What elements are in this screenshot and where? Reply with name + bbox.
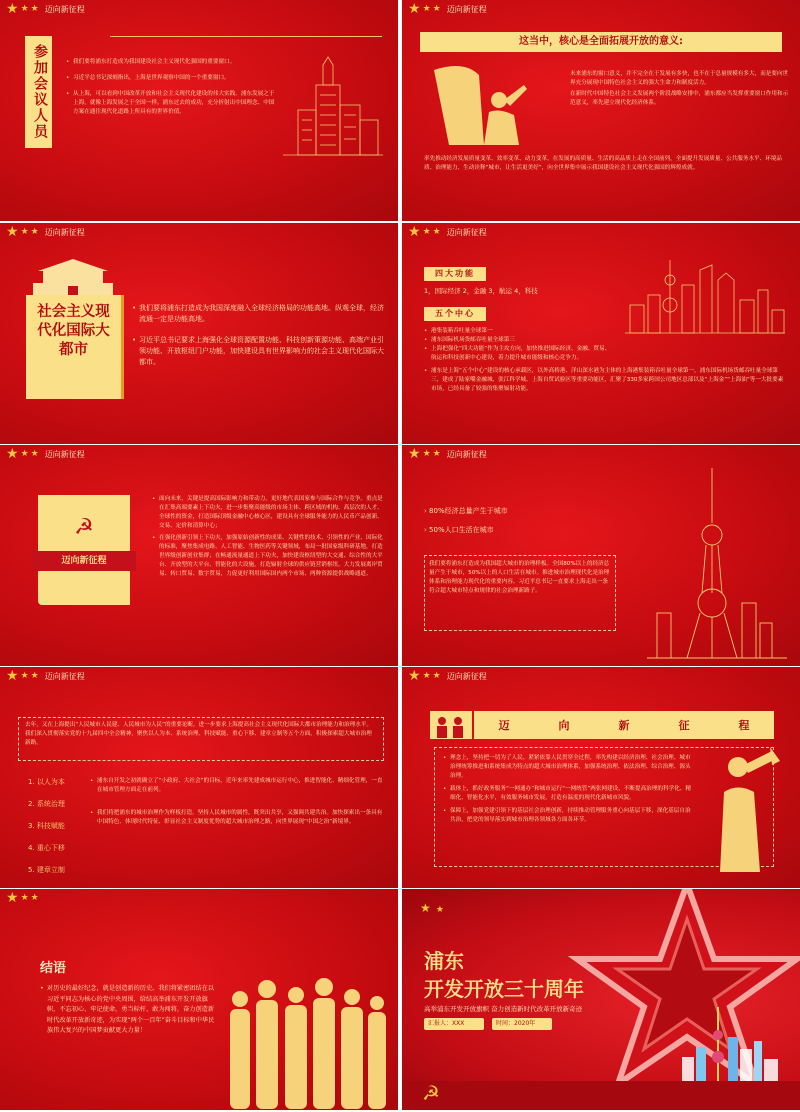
- star-icon: ★: [422, 448, 431, 459]
- functions-list: 1，国际经济 2，金融 3，航运 4，科技: [424, 287, 538, 295]
- star-icon: ★: [30, 892, 39, 903]
- star-icon: ★: [20, 892, 29, 903]
- slide-header: [6, 447, 85, 461]
- slide3-text: [132, 303, 384, 368]
- stat-item: [424, 507, 624, 516]
- banner-char: 迈: [498, 719, 510, 732]
- footer-band: [402, 1081, 800, 1110]
- attendees-title-text: 参加会议人员: [32, 44, 48, 140]
- star-icon: ★: [432, 448, 441, 459]
- flag-stars: [420, 897, 444, 916]
- paragraph: 在新时代中国特色社会主义发展两个阶段战略安排中，浦东都应当发挥重要窗口作用和示范意义，率先建立现代化经济体系。: [570, 91, 789, 106]
- slide-6[interactable]: [402, 445, 800, 666]
- slide-header: [6, 669, 85, 683]
- paragraph: 我们要将浦东打造成为我国超大城市的治理样板。全国80%以上的经济总量产生于城市，50%以上的人口生活在城市。推进城市治理现代化是治理体系和治理能力现代化的重要内容。习近平总书记一直要求上海走出一条符合超大城市特点和规律的社会治理新路子。: [429, 561, 610, 594]
- intro-box: [18, 717, 384, 761]
- main-title-1: 浦东: [424, 949, 464, 973]
- star-icon: ★: [6, 446, 19, 462]
- paragraph: • 习近平总书记要求上海强化全球资源配置功能、科技创新策源功能、高端产业引领功能、开放枢纽门户功能，加快建设具有世界影响力的社会主义现代化国际大都市。: [132, 335, 384, 368]
- slide-8[interactable]: [402, 667, 800, 888]
- banner-char: 征: [678, 719, 690, 732]
- paragraph: • 我们要将浦东打造成为我国建设社会主义现代化强国的重要窗口。: [66, 58, 278, 67]
- paragraph: • 从上海，可以看到中国改革开放和社会主义现代化建设的伟大实践。浦东发展之于上海，就像上海发展之于全国一样。浦东过去的成功，充分折射出中国理念、中国方案在通往现代化道路上所具有的世界价值。: [66, 90, 278, 117]
- header-label: 迈向新征程: [44, 227, 85, 237]
- new-journey-banner: [474, 711, 774, 739]
- star-icon: ★: [422, 3, 431, 14]
- list-item: 5. 建章立制: [28, 866, 65, 874]
- slide2-text-right: [570, 70, 792, 108]
- slide-4[interactable]: [402, 223, 800, 444]
- banner-char: 向: [558, 719, 570, 732]
- star-icon: ★: [408, 446, 421, 462]
- four-functions-tag: 四大功能: [424, 267, 486, 281]
- header-label: 迈向新征程: [44, 671, 85, 681]
- slide-1[interactable]: [0, 0, 398, 221]
- slide-header: [408, 669, 487, 683]
- bullet: • 浦东国际机场货邮吞吐量全球第三: [424, 336, 788, 345]
- building-illustration: [278, 55, 388, 165]
- new-journey-title: 迈向新征程: [61, 556, 107, 566]
- paragraph: • 对历史的最好纪念，就是创造新的历史。我们将紧密团结在以习近平同志为核心的党中央周围，给结高举浦东开发开放旗帜，不忘初心、牢记使命，勇当标杆、敢为闯将，奋力创造新时代改革开放新奇迹，为实现“两个一百年”奋斗目标和中华民族伟大复兴的中国梦贡献更大力量！: [40, 984, 216, 1037]
- star-icon: ★: [422, 226, 431, 237]
- paragraph: 未来浦东的窗口意义，并不完全在于发展有多快，也不在于总量规模有多大，而是要向世界充分展现中国特色社会主义的强大生命力和制度活力。: [570, 71, 789, 86]
- city-skyline-illustration: [680, 1007, 780, 1087]
- bullet: • 载体上，抓好政务服务“一网通办”和城市运行“一网统管”两张网建设，不断提高治理的科学化、精细化、智能化水平，有效服务城市发展，打造有温度的现代化新城市风貌。: [443, 785, 693, 803]
- slide-9[interactable]: [0, 889, 398, 1110]
- trumpeter-illustration: [700, 747, 780, 872]
- star-icon: ★: [30, 448, 39, 459]
- slide-header: [408, 225, 487, 239]
- header-label: 迈向新征程: [446, 227, 487, 237]
- governance-box: [424, 555, 616, 631]
- bullet: • 上海把强化“四大功能”作为主攻方向，加快推进国际经济、金融、贸易、航运和科技创新中心建设，着力提升城市能级和核心竞争力。: [424, 345, 614, 363]
- star-icon: ★: [30, 3, 39, 14]
- group-icon: [430, 711, 472, 739]
- slide-header: [6, 225, 85, 239]
- attendees-title: [25, 36, 52, 148]
- star-icon: ★: [20, 226, 29, 237]
- paragraph: • 我们将把浦东的城市治理作为样板打造，坚持人民城市的属性，既突出共享，又强调共建共治。加快探索出一条具有中国特色、体现时代特征、彰显社会主义制度优势的超大城市治理之路，向世界展现“中国之治”新境界。: [90, 809, 384, 827]
- star-icon: ★: [435, 905, 444, 915]
- star-icon: ★: [408, 668, 421, 684]
- paragraph: • 浦东自开发之初就确立了“小政府、大社会”的目标，近年来率先建成城市运行中心，推进智能化、精细化管理，一直在城市管理方面走在前列。: [90, 777, 384, 795]
- paragraph: 去年，又在上海提出“人民城市人民建、人民城市为人民”的重要论断，进一步要求上海提高社会主义现代化国际大都市治理能力和治理水平。我们深入贯彻落实党的十九届四中全会精神，聚焦以人为本、系统治理、科技赋能、重心下移、建章立制等五个方面，积极探索超大城市治理新路。: [25, 722, 373, 746]
- paragraph: • 习近平总书记深刻指出，上海是世界观察中国的一个重要窗口。: [66, 74, 278, 83]
- chevron-right-icon: ›: [424, 526, 427, 534]
- slide-header: [6, 2, 85, 16]
- new-journey-card: [38, 495, 130, 605]
- slide-5[interactable]: [0, 445, 398, 666]
- slide-3[interactable]: [0, 223, 398, 444]
- list-item: 2. 系统治理: [28, 800, 65, 808]
- star-icon: ★: [6, 668, 19, 684]
- slide9-text: [40, 984, 216, 1037]
- core-heading: 这当中，核心是全面拓展开放的意义:: [420, 32, 782, 52]
- star-icon: ★: [30, 226, 39, 237]
- slide5-text: [152, 495, 384, 579]
- bullet: • 在强化创新引领上下功夫，加强原始创新性的成果、关键性的技术、引领性的产业、国际化的标准，聚焦集成电路、人工智能、生物医药等关键领域，布局一批国家级科研基地，打造世界级创新创业集群；在畅通流量通道上下功夫，加快建设枢纽型的大交通、综合性的大平台、开放型的大平台、智能化的大设施，打造辐射全球的供应链营销枢纽。大力发展离岸贸易、转口贸易、数字贸易，力促更好利用国际国内两个市场、两种资源提供战略通道。: [152, 534, 384, 579]
- slide-header: [6, 891, 39, 905]
- hammer-sickle-icon: ☭: [74, 515, 94, 540]
- paragraph: 率先推动经济发展质量变革、效率变革、动力变革，在发展的高质量、生活的高品质上走在全国前列，全面提升发展质量、公共服务水平、环境品质、治理能力，生动诠释“城市，让生活更美好”，向全世界集中展示我国建设社会主义现代化强国的辉煌成就。: [424, 156, 783, 171]
- chevron-right-icon: ›: [424, 507, 427, 515]
- bullet: • 保障上，加强党建引领下的基层社会治理创新，持续推动管理服务重心向基层下移，深化基层自治共治，把党的领导落实到城市治理各领域各方面各环节。: [443, 807, 693, 825]
- header-label: 迈向新征程: [446, 671, 487, 681]
- reporter-text: 汇报人：XXX: [428, 1020, 465, 1027]
- star-icon: ★: [6, 224, 19, 240]
- metropolis-title-text: 社会主义现代化国际大都市: [37, 304, 110, 358]
- list-item: 1. 以人为本: [28, 778, 65, 786]
- reporter-pill: [424, 1018, 484, 1030]
- stat-item: [424, 526, 624, 535]
- metropolis-title: [26, 295, 124, 399]
- subtitle: 高举浦东开发开放旗帜 奋力创造新时代改革开放新奇迹: [424, 1005, 583, 1013]
- slide-2[interactable]: [402, 0, 800, 221]
- pearl-tower-illustration: [642, 463, 792, 663]
- list-item: 4. 重心下移: [28, 844, 65, 852]
- star-icon: ★: [20, 3, 29, 14]
- main-title-2: 开发开放三十周年: [424, 977, 584, 1001]
- time-pill: [492, 1018, 552, 1030]
- star-icon: ★: [30, 670, 39, 681]
- tiananmen-icon: [28, 253, 118, 298]
- star-icon: ★: [432, 3, 441, 14]
- star-icon: ★: [432, 670, 441, 681]
- star-icon: ★: [6, 1, 19, 17]
- header-label: 迈向新征程: [44, 449, 85, 459]
- bullet: • 理念上，坚持把一切为了人民、紧紧依靠人民贯穿全过程，率先构建以经济治理、社会治理、城市治理统筹推进和系统集成为特点的超大城市治理体系，加强系统治理、依法治理、综合治理、源头治理。: [443, 754, 693, 781]
- governance-list: [28, 771, 98, 881]
- bullet: • 浦东是上海“五个中心”建设的核心承载区，以外高桥港、洋山深水港为主体的上海港集装箱吞吐量全球第一，浦东国际机场货邮吞吐量全球第三，建成了陆家嘴金融城、张江科学城、上海自贸试验区等重要功能区，汇聚了330多家跨国公司地区总部以及“上海金”“上海油”等一大批要素市场，已经具备了较强的集聚辐射功能。: [424, 367, 788, 394]
- slide-header: [408, 447, 487, 461]
- banner-char: 新: [618, 719, 630, 732]
- star-icon: ★: [422, 670, 431, 681]
- star-icon: ★: [432, 226, 441, 237]
- hammer-sickle-icon: ☭: [422, 1081, 440, 1105]
- star-icon: ★: [408, 1, 421, 17]
- slide6-stats: [424, 507, 624, 535]
- star-icon: ★: [420, 901, 431, 915]
- header-label: 迈向新征程: [44, 4, 85, 14]
- slide-header: [408, 2, 487, 16]
- list-item: 3. 科技赋能: [28, 822, 65, 830]
- flag-salute-illustration: [424, 60, 544, 150]
- header-label: 迈向新征程: [446, 4, 487, 14]
- bullet: • 港集装箱吞吐量全球第一: [424, 327, 788, 336]
- time-text: 时间：2020年: [496, 1020, 536, 1027]
- paragraph: • 我们要将浦东打造成为我国深度融入全球经济格局的功能高地。纵观全球，经济流通一定是功能高地。: [132, 303, 384, 325]
- star-icon: ★: [20, 670, 29, 681]
- star-icon: ★: [408, 224, 421, 240]
- bullet: • 面向未来，关键是提高国际影响力和带动力，更好地代表国家参与国际合作与竞争。重点是在汇集高端要素上下功夫，进一步集聚高能级的市场主体、跨区域的机构、高层次的人才、全球性的资金，打造国际顶级金融中心核心区，建设具有全球服务能力的人民币产品创新、交易、定价和清算中心；: [152, 495, 384, 531]
- conclusion-title: 结语: [40, 961, 67, 976]
- banner-char: 程: [738, 719, 750, 732]
- crowd-silhouettes: [222, 969, 390, 1109]
- star-icon: ★: [6, 890, 19, 906]
- stat-text: 50%人口生活在城市: [429, 526, 494, 534]
- header-label: 迈向新征程: [446, 449, 487, 459]
- slide-10[interactable]: [402, 889, 800, 1110]
- star-icon: ★: [20, 448, 29, 459]
- slide4-bullets: [424, 327, 788, 394]
- five-centers-tag: 五个中心: [424, 307, 486, 321]
- people-icon: [430, 711, 472, 739]
- stat-text: 80%经济总量产生于城市: [429, 507, 508, 515]
- slide1-text: [66, 58, 278, 117]
- skyline-illustration: [620, 255, 790, 335]
- slide-7[interactable]: [0, 667, 398, 888]
- slide7-text: [90, 777, 384, 827]
